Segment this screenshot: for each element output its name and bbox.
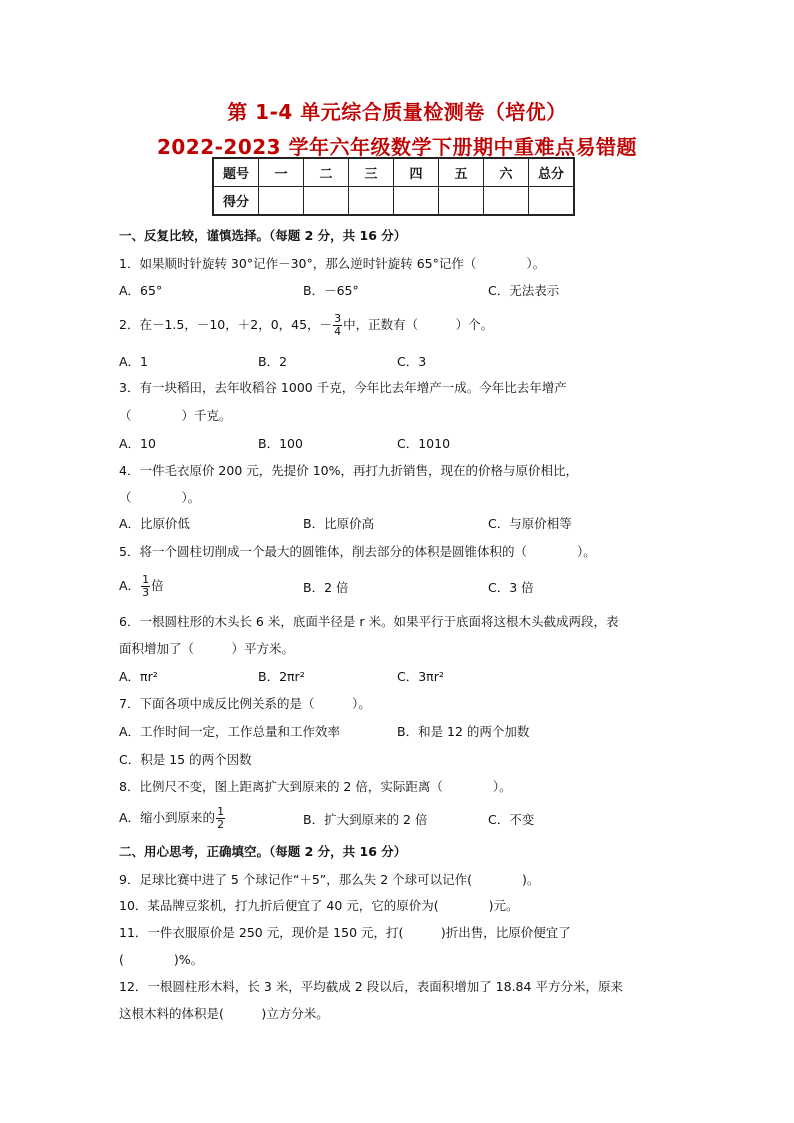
q3-option-b: B．100 <box>258 436 303 451</box>
score-header-cell: 四 <box>394 158 439 187</box>
question-2 <box>119 313 493 338</box>
score-header-cell: 题号 <box>213 158 259 187</box>
question-1: 1．如果顺时针旋转 30°记作－30°，那么逆时针旋转 65°记作（ ）。 <box>119 256 546 271</box>
q6-option-a: A．πr² <box>119 669 158 684</box>
score-header-cell: 二 <box>304 158 349 187</box>
question-4-line-2: （ ）。 <box>119 490 201 505</box>
question-10: 10．某品牌豆浆机，打九折后便宜了 40 元，它的原价为( )元。 <box>119 898 519 913</box>
score-header-cell: 总分 <box>529 158 575 187</box>
question-11-line-1: 11．一件衣服原价是 250 元，现价是 150 元，打( )折出售，比原价便宜了 <box>119 925 571 940</box>
q5-option-a-suffix: 倍 <box>151 578 164 593</box>
q6-option-c: C．3πr² <box>397 669 444 684</box>
fraction-numerator: 1 <box>142 573 150 586</box>
q8-option-b: B．扩大到原来的 2 倍 <box>303 812 428 827</box>
q5-option-a <box>119 574 164 599</box>
question-3-line-1: 3．有一块稻田，去年收稻谷 1000 千克，今年比去年增产一成。今年比去年增产 <box>119 380 567 395</box>
score-cell[interactable] <box>394 187 439 216</box>
q2-text-pre: 2．在－1.5，－10，＋2，0，45，－ <box>119 317 333 332</box>
score-header-cell: 五 <box>439 158 484 187</box>
q8-fraction <box>216 806 225 831</box>
question-6-line-2: 面积增加了（ ）平方米。 <box>119 641 295 656</box>
score-header-cell: 三 <box>349 158 394 187</box>
question-8: 8．比例尺不变，图上距离扩大到原来的 2 倍，实际距离（ ）。 <box>119 779 512 794</box>
score-table-header-row <box>213 158 574 187</box>
q2-option-c: C．3 <box>397 354 427 369</box>
q6-option-b: B．2πr² <box>258 669 305 684</box>
score-cell[interactable] <box>529 187 575 216</box>
section-2-heading: 二、用心思考，正确填空。（每题 2 分，共 16 分） <box>119 844 407 859</box>
question-12-line-2: 这根木料的体积是( )立方分米。 <box>119 1006 329 1021</box>
question-7: 7．下面各项中成反比例关系的是（ ）。 <box>119 696 371 711</box>
page-title: 第 1-4 单元综合质量检测卷（培优） <box>227 100 567 124</box>
fraction-numerator: 1 <box>217 805 225 818</box>
q2-option-a: A．1 <box>119 354 149 369</box>
fraction-denominator: 3 <box>142 586 150 599</box>
q5-option-c: C．3 倍 <box>488 580 534 595</box>
question-12-line-1: 12．一根圆柱形木料，长 3 米，平均截成 2 段以后，表面积增加了 18.84 平方分米，原来 <box>119 979 623 994</box>
q2-text-post: 中，正数有（ ）个。 <box>343 317 494 332</box>
q4-option-c: C．与原价相等 <box>488 516 572 531</box>
page-subtitle: 2022-2023 学年六年级数学下册期中重难点易错题 <box>156 135 638 159</box>
question-9: 9．足球比赛中进了 5 个球记作“＋5”，那么失 2 个球可以记作( )。 <box>119 872 540 887</box>
score-cell[interactable] <box>259 187 304 216</box>
q3-option-a: A．10 <box>119 436 156 451</box>
score-cell[interactable] <box>439 187 484 216</box>
score-cell[interactable] <box>349 187 394 216</box>
q5-option-a-label: A． <box>119 578 141 593</box>
section-1-heading: 一、反复比较，谨慎选择。（每题 2 分，共 16 分） <box>119 228 407 243</box>
question-3-line-2: （ ）千克。 <box>119 408 232 423</box>
q7-option-a: A．工作时间一定，工作总量和工作效率 <box>119 724 341 739</box>
q5-fraction <box>141 574 150 599</box>
score-table-score-row <box>213 187 574 216</box>
q1-option-b: B．－65° <box>303 283 359 298</box>
question-5: 5．将一个圆柱切削成一个最大的圆锥体，削去部分的体积是圆锥体积的（ ）。 <box>119 544 596 559</box>
score-cell[interactable] <box>484 187 529 216</box>
score-cell[interactable] <box>304 187 349 216</box>
score-header-cell: 一 <box>259 158 304 187</box>
score-table <box>212 157 575 216</box>
q4-option-b: B．比原价高 <box>303 516 375 531</box>
q5-option-b: B．2 倍 <box>303 580 349 595</box>
q7-option-b: B．和是 12 的两个加数 <box>397 724 530 739</box>
q8-option-a-label: A．缩小到原来的 <box>119 810 216 825</box>
q1-option-c: C．无法表示 <box>488 283 560 298</box>
fraction-numerator: 3 <box>334 312 342 325</box>
q3-option-c: C．1010 <box>397 436 451 451</box>
q4-option-a: A．比原价低 <box>119 516 191 531</box>
q1-option-a: A．65° <box>119 283 163 298</box>
score-row-label: 得分 <box>213 187 259 216</box>
fraction-denominator: 2 <box>217 818 225 831</box>
question-11-line-2: ( )%。 <box>119 952 204 967</box>
q8-option-a <box>119 806 226 831</box>
question-4-line-1: 4．一件毛衣原价 200 元，先提价 10%，再打九折销售，现在的价格与原价相比， <box>119 463 579 478</box>
question-6-line-1: 6．一根圆柱形的木头长 6 米，底面半径是 r 米。如果平行于底面将这根木头截成两段，表 <box>119 614 619 629</box>
fraction-denominator: 4 <box>334 325 342 338</box>
q2-fraction <box>333 313 342 338</box>
q2-option-b: B．2 <box>258 354 288 369</box>
score-header-cell: 六 <box>484 158 529 187</box>
q7-option-c: C．积是 15 的两个因数 <box>119 752 252 767</box>
q8-option-c: C．不变 <box>488 812 535 827</box>
